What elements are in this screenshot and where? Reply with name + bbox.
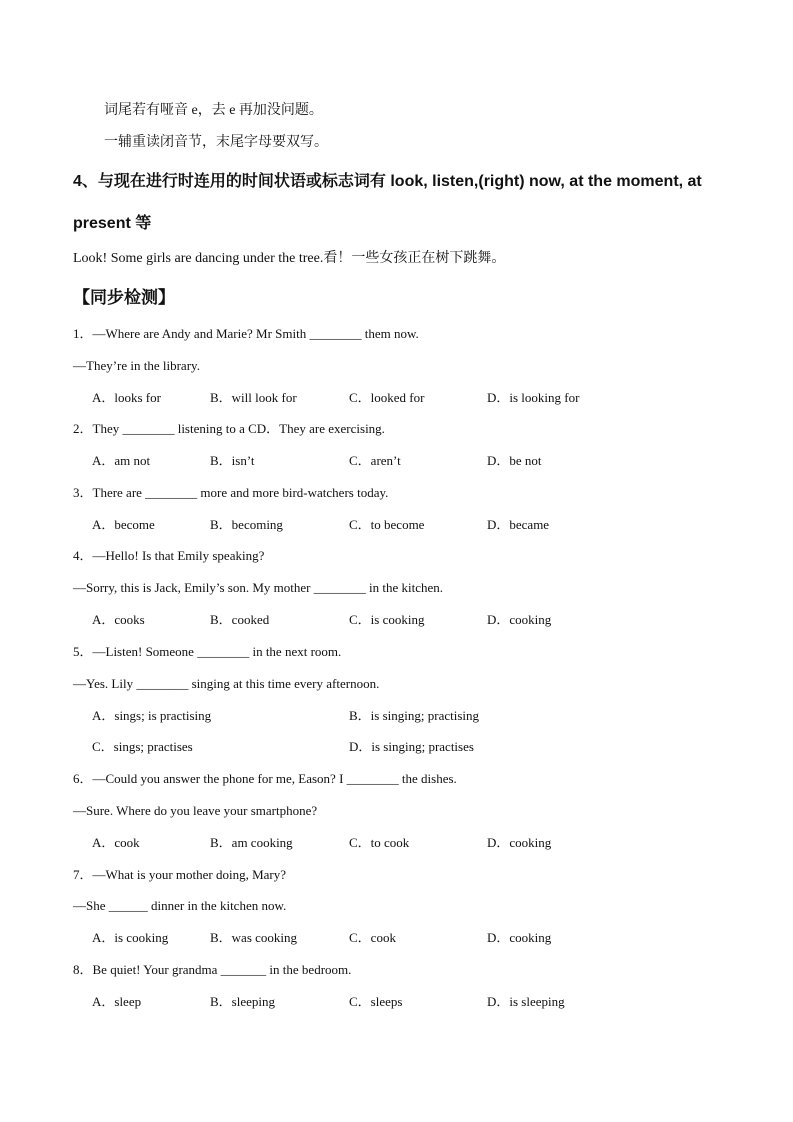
question-7-reply: —She ______ dinner in the kitchen now. <box>73 898 287 913</box>
q2-option-d: D．be not <box>487 453 542 468</box>
q1-option-a: A．looks for <box>92 390 161 405</box>
q6-option-a: A．cook <box>92 835 140 850</box>
question-1-reply: —They’re in the library. <box>73 358 200 373</box>
q5-option-c: C．sings; practises <box>92 739 193 754</box>
question-6-stem: 6．—Could you answer the phone for me, Eason? I ________ the dishes. <box>73 771 457 786</box>
q1-option-c: C．looked for <box>349 390 425 405</box>
q4-option-a: A．cooks <box>92 612 145 627</box>
question-7-stem: 7．—What is your mother doing, Mary? <box>73 867 287 882</box>
question-6-reply: —Sure. Where do you leave your smartphone? <box>73 803 318 818</box>
question-8-stem: 8．Be quiet! Your grandma _______ in the bedroom. <box>73 962 352 977</box>
q6-option-d: D．cooking <box>487 835 552 850</box>
q1-option-b: B．will look for <box>210 390 297 405</box>
q2-option-c: C．aren’t <box>349 453 401 468</box>
question-1-stem: 1．—Where are Andy and Marie? Mr Smith ________ them now. <box>73 326 419 341</box>
rule-line-1: 词尾若有哑音 e，去 e 再加没问题。 <box>104 103 323 118</box>
q2-option-a: A．am not <box>92 453 151 468</box>
q7-option-b: B．was cooking <box>210 930 298 945</box>
q3-option-d: D．became <box>487 517 550 532</box>
q3-option-c: C．to become <box>349 517 425 532</box>
heading-line-1: 4、与现在进行时连用的时间状语或标志词有 look, listen,(right) now, at the moment, at <box>73 173 702 190</box>
q7-option-d: D．cooking <box>487 930 552 945</box>
example-sentence: Look! Some girls are dancing under the tree.看！一些女孩正在树下跳舞。 <box>73 251 506 266</box>
q8-option-a: A．sleep <box>92 994 142 1009</box>
q5-option-b: B．is singing; practising <box>349 708 480 723</box>
question-5-reply: —Yes. Lily ________ singing at this time every afternoon. <box>73 676 380 691</box>
q6-option-c: C．to cook <box>349 835 410 850</box>
q3-option-a: A．become <box>92 517 155 532</box>
question-2-stem: 2．They ________ listening to a CD．They are exercising. <box>73 421 385 436</box>
q7-option-a: A．is cooking <box>92 930 169 945</box>
question-4-reply: —Sorry, this is Jack, Emily’s son. My mother ________ in the kitchen. <box>73 580 443 595</box>
q8-option-d: D．is sleeping <box>487 994 565 1009</box>
question-3-stem: 3．There are ________ more and more bird-watchers today. <box>73 485 389 500</box>
q4-option-d: D．cooking <box>487 612 552 627</box>
q5-option-d: D．is singing; practises <box>349 739 474 754</box>
q5-option-a: A．sings; is practising <box>92 708 212 723</box>
q8-option-c: C．sleeps <box>349 994 403 1009</box>
q7-option-c: C．cook <box>349 930 396 945</box>
q4-option-b: B．cooked <box>210 612 270 627</box>
rule-line-2: 一辅重读闭音节，末尾字母要双写。 <box>104 135 328 150</box>
section-title: 【同步检测】 <box>73 288 175 308</box>
q2-option-b: B．isn’t <box>210 453 255 468</box>
question-5-stem: 5．—Listen! Someone ________ in the next room. <box>73 644 342 659</box>
heading-line-2: present 等 <box>73 215 152 232</box>
q8-option-b: B．sleeping <box>210 994 275 1009</box>
q4-option-c: C．is cooking <box>349 612 425 627</box>
q6-option-b: B．am cooking <box>210 835 293 850</box>
question-4-stem: 4．—Hello! Is that Emily speaking? <box>73 548 265 563</box>
q1-option-d: D．is looking for <box>487 390 580 405</box>
q3-option-b: B．becoming <box>210 517 283 532</box>
